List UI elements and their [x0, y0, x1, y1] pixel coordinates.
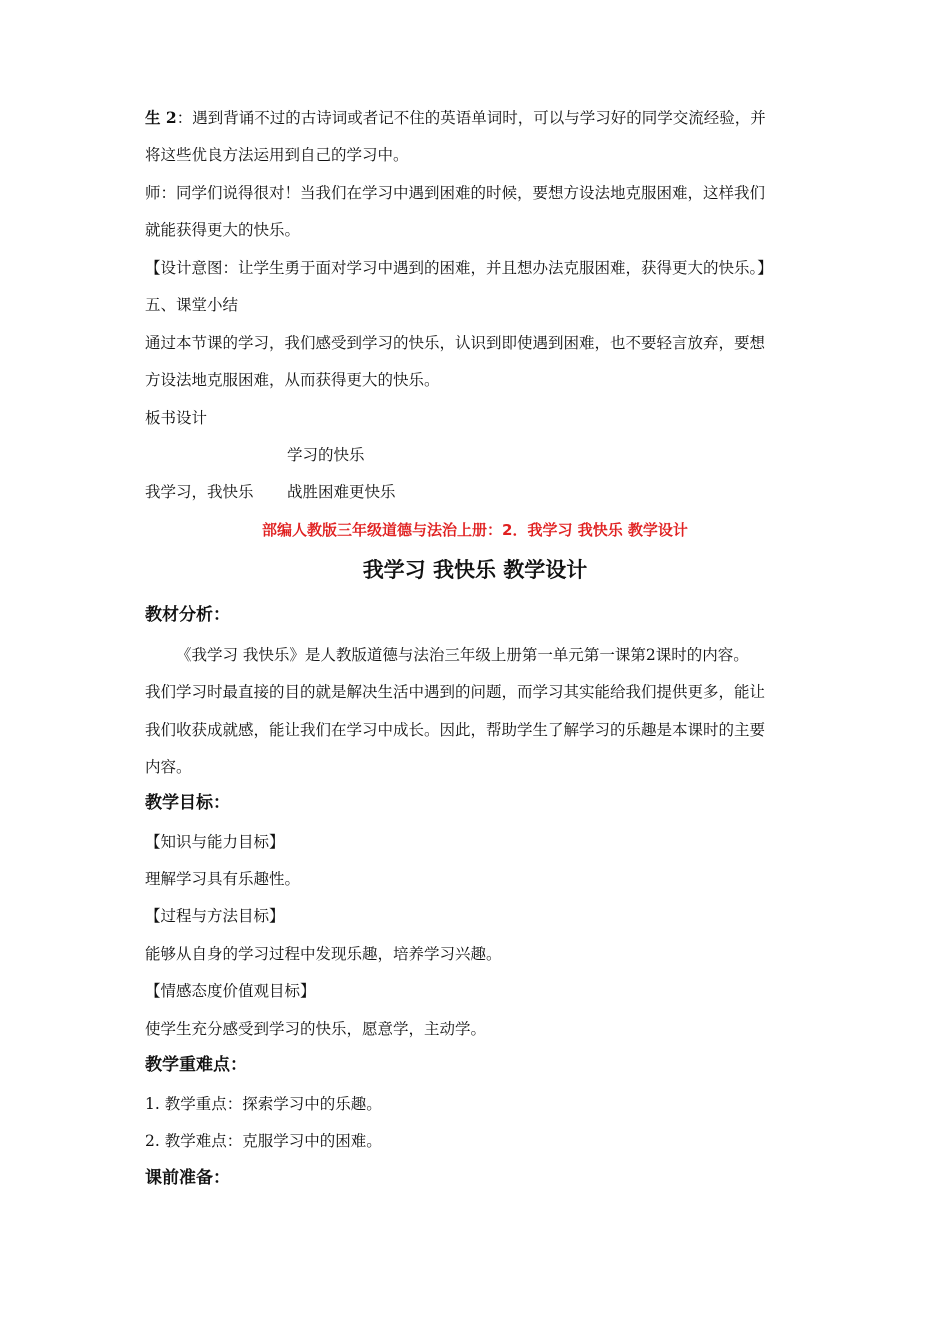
objectives-heading: 教学目标： — [145, 793, 230, 813]
board-left: 我学习，我快乐 — [145, 483, 254, 501]
student2-line1 — [145, 108, 766, 128]
material-analysis-line1: 《我学习 我快乐》是人教版道德与法治三年级上册第一单元第一课第2课时的内容。 — [176, 646, 749, 664]
student2-line2: 将这些优良方法运用到自己的学习中。 — [145, 146, 409, 164]
preparation-heading: 课前准备： — [145, 1168, 230, 1188]
board-design-label: 板书设计 — [145, 409, 208, 427]
board-right-bottom: 战胜困难更快乐 — [287, 483, 396, 501]
process-text: 能够从自身的学习过程中发现乐趣，培养学习兴趣。 — [145, 945, 502, 963]
material-analysis-line2: 我们学习时最直接的目的就是解决生活中遇到的问题，而学习其实能给我们提供更多，能让 — [145, 683, 766, 701]
process-label: 【过程与方法目标】 — [145, 907, 285, 925]
main-title: 我学习 我快乐 教学设计 — [362, 558, 588, 582]
material-analysis-line3: 我们收获成就感，能让我们在学习中成长。因此，帮助学生了解学习的乐趣是本课时的主要 — [145, 721, 766, 739]
material-analysis-line4: 内容。 — [145, 758, 192, 776]
key-point-2: 2. 教学难点：克服学习中的困难。 — [145, 1132, 382, 1150]
red-header: 部编人教版三年级道德与法治上册：2．我学习 我快乐 教学设计 — [262, 521, 688, 539]
summary-line2: 方设法地克服困难，从而获得更大的快乐。 — [145, 371, 440, 389]
knowledge-text: 理解学习具有乐趣性。 — [145, 870, 301, 888]
section5-heading: 五、课堂小结 — [145, 296, 239, 314]
key-point-1: 1. 教学重点：探索学习中的乐趣。 — [145, 1095, 382, 1113]
summary-line1: 通过本节课的学习，我们感受到学习的快乐，认识到即使遇到困难，也不要轻言放弃，要想 — [145, 334, 766, 352]
design-intent: 【设计意图：让学生勇于面对学习中遇到的困难，并且想办法克服困难，获得更大的快乐。】 — [145, 259, 773, 277]
material-analysis-heading: 教材分析： — [145, 605, 230, 625]
key-points-heading: 教学重难点： — [145, 1055, 247, 1075]
emotion-label: 【情感态度价值观目标】 — [145, 982, 316, 1000]
teacher-line1: 师：同学们说得很对！当我们在学习中遇到困难的时候，要想方设法地克服困难，这样我们 — [145, 184, 766, 202]
student2-label: 生 2 — [145, 108, 177, 127]
board-right-top: 学习的快乐 — [287, 446, 365, 464]
student2-text: ：遇到背诵不过的古诗词或者记不住的英语单词时，可以与学习好的同学交流经验，并 — [176, 109, 766, 127]
teacher-line2: 就能获得更大的快乐。 — [145, 221, 301, 239]
emotion-text: 使学生充分感受到学习的快乐，愿意学，主动学。 — [145, 1020, 487, 1038]
knowledge-label: 【知识与能力目标】 — [145, 833, 285, 851]
